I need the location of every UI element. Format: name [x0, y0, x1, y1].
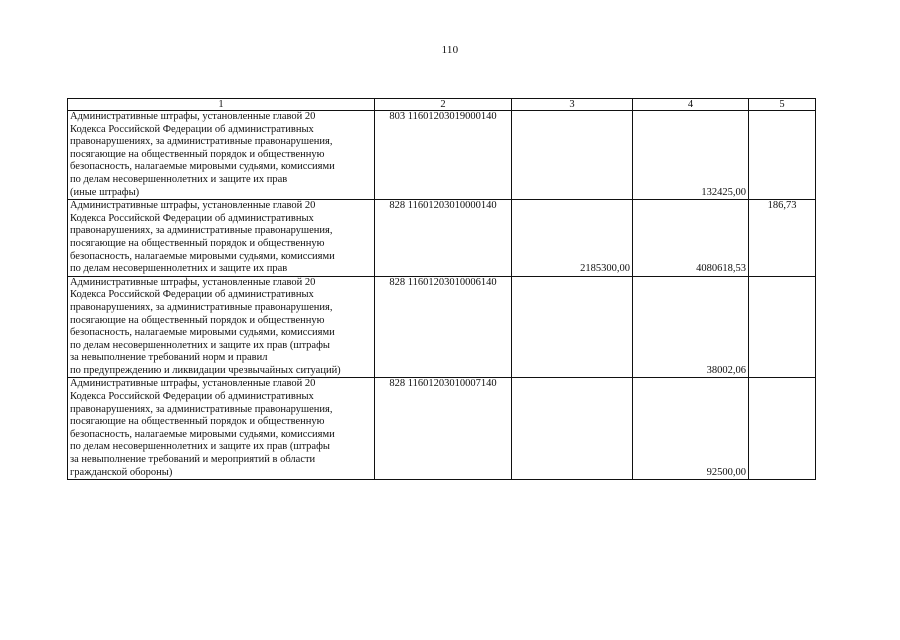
- column-header: 1: [68, 99, 375, 111]
- column-4-value: 4080618,53: [633, 200, 749, 277]
- description-line: посягающие на общественный порядок и общественную: [70, 148, 325, 160]
- description-line: Административные штрафы, установленные главой 20: [70, 200, 316, 212]
- description-line: по предупреждению и ликвидации чрезвычайных ситуаций): [70, 364, 341, 376]
- description-line: правонарушениях, за административные правонарушения,: [70, 136, 333, 148]
- row-description: [68, 200, 375, 277]
- report-table: [67, 98, 816, 480]
- column-header: 4: [633, 99, 749, 111]
- description-line: Административные штрафы, установленные главой 20: [70, 276, 316, 288]
- description-line: по делам несовершеннолетних и защите их прав (штрафы: [70, 441, 330, 453]
- column-3-value: 2185300,00: [512, 200, 633, 277]
- description-line: правонарушениях, за административные правонарушения,: [70, 403, 333, 415]
- table-header-row: [68, 99, 816, 111]
- table-row: [68, 276, 816, 378]
- description-line: безопасность, налагаемые мировыми судьями, комиссиями: [70, 428, 335, 440]
- row-description: [68, 378, 375, 480]
- description-line: Кодекса Российской Федерации об административных: [70, 391, 314, 403]
- column-5-value: [749, 111, 816, 200]
- description-line: гражданской обороны): [70, 466, 173, 478]
- description-line: по делам несовершеннолетних и защите их прав (штрафы: [70, 339, 330, 351]
- description-line: по делам несовершеннолетних и защите их прав: [70, 263, 288, 275]
- column-5-value: [749, 378, 816, 480]
- row-description: [68, 111, 375, 200]
- budget-code: 828 11601203010007140: [375, 378, 512, 480]
- table-row: [68, 200, 816, 277]
- column-3-value: [512, 378, 633, 480]
- description-line: Административные штрафы, установленные главой 20: [70, 111, 316, 122]
- column-header: 2: [375, 99, 512, 111]
- description-line: посягающие на общественный порядок и общественную: [70, 237, 325, 249]
- description-line: Кодекса Российской Федерации об административных: [70, 212, 314, 224]
- budget-code: 828 11601203010000140: [375, 200, 512, 277]
- column-4-value: 38002,06: [633, 276, 749, 378]
- description-line: за невыполнение требований норм и правил: [70, 352, 268, 364]
- description-line: (иные штрафы): [70, 186, 140, 198]
- page-number: 110: [441, 44, 459, 56]
- column-5-value: 186,73: [749, 200, 816, 277]
- description-line: правонарушениях, за административные правонарушения,: [70, 301, 333, 313]
- budget-code: 828 11601203010006140: [375, 276, 512, 378]
- description-line: посягающие на общественный порядок и общественную: [70, 314, 325, 326]
- description-line: безопасность, налагаемые мировыми судьями, комиссиями: [70, 161, 335, 173]
- column-3-value: [512, 111, 633, 200]
- column-header: 5: [749, 99, 816, 111]
- description-line: правонарушениях, за административные правонарушения,: [70, 225, 333, 237]
- description-line: Кодекса Российской Федерации об административных: [70, 123, 314, 135]
- column-header: 3: [512, 99, 633, 111]
- budget-code: 803 11601203019000140: [375, 111, 512, 200]
- column-4-value: 92500,00: [633, 378, 749, 480]
- column-4-value: 132425,00: [633, 111, 749, 200]
- column-3-value: [512, 276, 633, 378]
- description-line: безопасность, налагаемые мировыми судьями, комиссиями: [70, 250, 335, 262]
- description-line: Административные штрафы, установленные главой 20: [70, 378, 316, 390]
- column-5-value: [749, 276, 816, 378]
- description-line: за невыполнение требований и мероприятий в области: [70, 454, 316, 466]
- description-line: безопасность, налагаемые мировыми судьями, комиссиями: [70, 327, 335, 339]
- description-line: Кодекса Российской Федерации об административных: [70, 289, 314, 301]
- description-line: по делам несовершеннолетних и защите их прав: [70, 173, 288, 185]
- row-description: [68, 276, 375, 378]
- description-line: посягающие на общественный порядок и общественную: [70, 416, 325, 428]
- table-row: [68, 111, 816, 200]
- table-row: [68, 378, 816, 480]
